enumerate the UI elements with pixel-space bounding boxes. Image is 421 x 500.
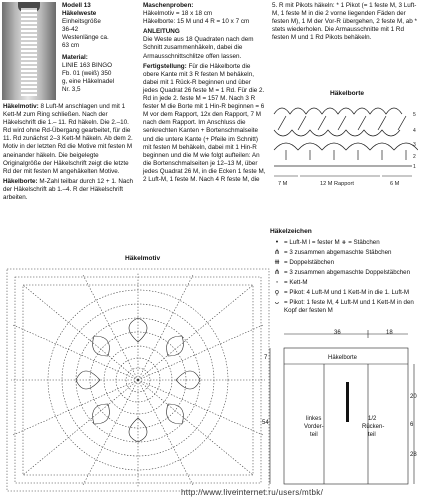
back-piece-label: 1/2: [368, 416, 377, 422]
material-line: Fb. 01 (weiß) 350: [62, 69, 112, 77]
material-line: Nr. 3,5: [62, 85, 81, 93]
finishing-title: Fertigstellung:: [143, 62, 187, 70]
photo-lace-border: [21, 8, 37, 96]
edge-label-repeat: 12 M Rapport: [320, 181, 354, 187]
motif-text: 8 Luft-M anschlagen und mit 1 Kett-M zum Ring schließen. Nach der Häkelschrift die 1.– 11. Rd häkeln. Die 2.–10. Rd wird ohne Rd-Übergang gearbeitet, für die 11. Rd zunächst 2–3 Kett-M häkeln. Ab dem 2. Motiv in der letzten Rd die Motive mit festen M aneinander häkeln. Die beigelegte Originalgröße der Häkelschrift zeigt die letzte Rd der mit festen M angehäkelten Motive.: [3, 103, 133, 175]
row-number: 1: [413, 164, 416, 170]
header-block: [62, 2, 136, 94]
schematic-drawing: [262, 328, 420, 488]
row-number: 5: [413, 112, 416, 118]
pattern-schematic: [262, 328, 420, 488]
border-title: Häkelborte:: [3, 177, 38, 185]
legend-item: [270, 269, 420, 277]
size-label: Einheitsgröße: [62, 18, 101, 26]
back-piece-label: Rücken-: [362, 424, 385, 430]
legend-symbol: ◦: [275, 279, 279, 286]
gauge-line: Häkelmotiv = 18 x 18 cm: [143, 10, 213, 18]
height-label: 6: [410, 422, 414, 428]
back-piece-label: teil: [368, 432, 376, 438]
legend-item: [270, 279, 420, 287]
watermark-url: http://www.liveinternet.ru/users/mtbk/: [181, 488, 324, 497]
front-piece-label: teil: [310, 432, 318, 438]
legend-symbol: •: [275, 239, 279, 246]
material-line: g, eine Häkelnadel: [62, 77, 115, 85]
border-chart: [272, 90, 418, 188]
legend-text: = 3 zusammen abgemaschte Doppelstäbchen: [284, 269, 411, 276]
instructions-title: ANLEITUNG: [143, 28, 180, 36]
gauge-line: Häkelborte: 15 M und 4 R = 10 x 7 cm: [143, 18, 250, 26]
legend-text: = Doppelstäbchen: [284, 259, 335, 266]
legend-item: [270, 259, 420, 267]
motif-chart: [3, 265, 273, 495]
legend-text: = Luft-M ǀ = fester M ⧺ = Stäbchen: [284, 239, 380, 246]
gauge-title: Maschenproben:: [143, 2, 194, 9]
motif-instructions: [3, 103, 136, 204]
pikot-instructions: [272, 2, 418, 44]
width-label: 36: [334, 330, 341, 336]
legend-symbol: ⧻: [274, 259, 280, 266]
legend-item: [270, 299, 420, 315]
length-label: Westenlänge ca.: [62, 34, 109, 42]
height-label: 20: [410, 394, 417, 400]
length-value: 63 cm: [62, 42, 80, 50]
edge-label-right: 6 M: [390, 181, 400, 187]
border-label: Häkelborte: [328, 355, 358, 361]
size-value: 36-42: [62, 26, 79, 34]
item-name: Häkelweste: [62, 10, 97, 18]
legend-text: = Kett-M: [284, 279, 308, 286]
edge-label-left: 7 M: [278, 181, 288, 187]
height-label: 54: [262, 420, 269, 426]
legend-symbol: ⋔: [274, 249, 280, 256]
legend-text: = Pikot: 1 feste M, 4 Luft-M und 1 Kett-M in den Kopf der festen M: [284, 299, 414, 314]
row-number: 3: [413, 142, 416, 148]
model-number: Modell 13: [62, 2, 91, 9]
motif-title: Häkelmotiv:: [3, 103, 39, 110]
finishing-text: Für die Häkelborte die obere Kante mit 3 R festen M behäkeln, dabei mit 1 Rück-R beginnen und über jedes Quadrat 26 feste M = 1 Rd. Für die 2. Rd in jede 2. feste M = 157 M. Nach 3 R fester M die Borte mit 1 Hin-R beginnen = 6 M vor dem Rapport, 12x den Rapport, 7 M nach dem Rapport. Im Anschluss die senkrechten Kanten + Bortenschmalseite und die untere Kante (+ Pfeile im Schnitt) mit festen M behäkeln, dabei mit 1 Hin-R beginnen und die M wie folgt aufteilen: An die Bortenschmalseiten je 12–13 M, über jedes Quadrat 26 M, in die Ecken 1 feste M, 2 Luft-M, 1 feste M. Nach 4 R feste M, die: [143, 62, 266, 183]
row-number: 2: [413, 154, 416, 160]
height-label: 28: [410, 452, 417, 458]
pikot-text: 5. R mit Pikots häkeln: * 1 Pikot (= 1 feste M, 3 Luft-M, 1 feste M in die 2 vorne liegenden Fäden der festen M), 1 M der Vor-R übergehen, 2 feste M, ab * stets wiederholen. Die Armausschnitte mit 1 Rd festen M und 1 Rd Pikots behäkeln.: [272, 2, 417, 42]
legend-symbol: ϙ: [275, 289, 279, 296]
legend-item: [270, 289, 420, 297]
stitch-legend: [270, 228, 420, 317]
legend-title: Häkelzeichen: [270, 228, 312, 235]
legend-item: [270, 249, 420, 257]
motif-chart-drawing: [3, 265, 273, 495]
instructions-column: [143, 2, 267, 186]
motif-chart-title: Häkelmotiv: [125, 255, 161, 262]
front-piece-label: linkes: [306, 416, 322, 422]
legend-text: = Pikot: 4 Luft-M und 1 Kett-M in die 1. Luft-M: [284, 289, 410, 296]
legend-item: [270, 239, 420, 247]
material-line: LINIE 163 BINGO: [62, 61, 113, 69]
front-piece-label: Vorder-: [304, 424, 324, 430]
legend-text: = 3 zusammen abgemaschte Stäbchen: [284, 249, 392, 256]
legend-symbol: ᴗ: [275, 299, 279, 306]
instructions-text: Die Weste aus 18 Quadraten nach dem Schnitt zusammenhäkeln, dabei die Armausschnittschlitze offen lassen.: [143, 36, 254, 60]
width-label: 18: [386, 330, 393, 336]
border-chart-title: Häkelborte: [330, 90, 365, 97]
border-chart-drawing: [272, 96, 418, 188]
row-number: 4: [413, 128, 416, 134]
height-label: 7: [264, 355, 268, 361]
material-title: Material:: [62, 53, 88, 61]
border-text: M-Zahl teilbar durch 12 + 1. Nach der Häkelschrift ab 1.–4. R der Häkelschrift arbeiten.: [3, 177, 134, 202]
vest-photo: [2, 2, 56, 100]
legend-symbol: ⋔: [274, 269, 280, 276]
